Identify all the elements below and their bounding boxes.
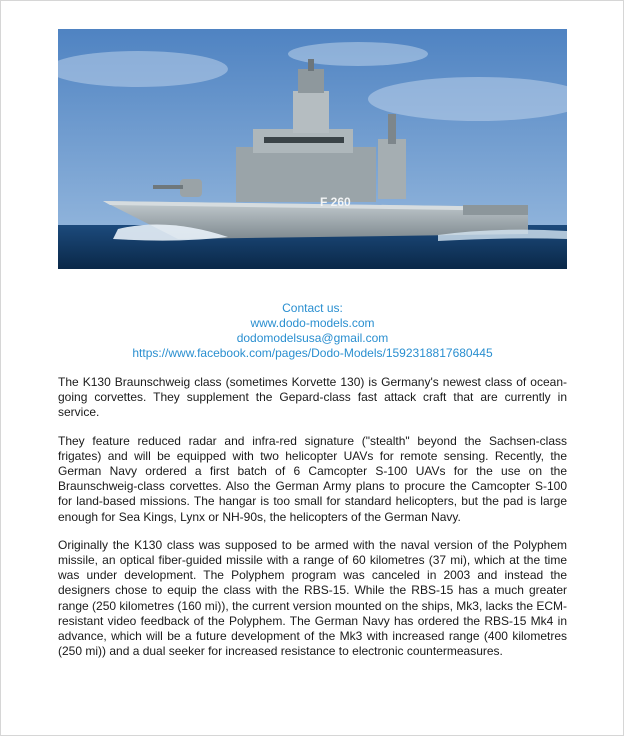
email-link[interactable]: dodomodelsusa@gmail.com (236, 331, 389, 345)
website-link[interactable]: www.dodo-models.com (250, 316, 375, 330)
article-body (58, 375, 567, 672)
paragraph-stealth: They feature reduced radar and infra-red signature ("stealth" beyond the Sachsen-class frigates) and will be equipped with two helicopter UAVs for remote sensing. Recently, the German Navy ordered a first batch of 6 Camcopter S-100 UAVs for the use on the Braunschweig-class corvettes. Also the German Army plans to procure the Camcopter S-100 for land-based missions. The hangar is too small for standard helicopters, but the pad is large enough for Sea Kings, Lynx or NH-90s, the helicopters of the German Navy. (58, 433, 567, 524)
contact-block (58, 301, 567, 361)
paragraph-intro: The K130 Braunschweig class (sometimes Korvette 130) is Germany's newest class of ocean-going corvettes. They supplement the Gepard-class fast attack craft that are currently in service. (58, 375, 567, 420)
hull-marking: F 260 (320, 195, 351, 209)
ship-photo (58, 29, 567, 269)
facebook-link[interactable]: https://www.facebook.com/pages/Dodo-Models/1592318817680445 (132, 346, 493, 360)
corvette-illustration (58, 29, 567, 269)
paragraph-armament: Originally the K130 class was supposed to be armed with the naval version of the Polyphem missile, an optical fiber-guided missile with a range of 60 kilometres (37 mi), which at the time was under development. The Polyphem program was canceled in 2003 and instead the designers chose to equip the class with the RBS-15. While the RBS-15 has a much greater range (250 kilometres (160 mi)), the current version mounted on the ships, Mk3, lacks the ECM-resistant video feedback of the Polyphem. The German Navy has ordered the RBS-15 Mk4 in advance, which will be a future development of the Mk3 with increased range (400 kilometres (250 mi)) and a dual seeker for increased resistance to electronic countermeasures. (58, 537, 567, 659)
contact-heading: Contact us: (282, 301, 343, 315)
